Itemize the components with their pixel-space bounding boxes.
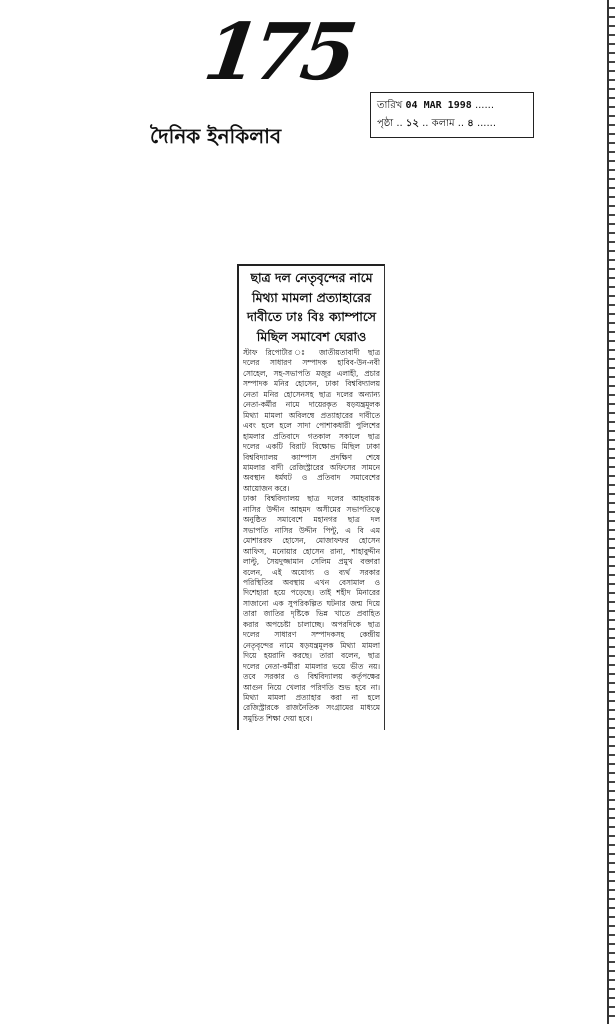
news-clipping (237, 264, 385, 730)
body-line: নেতা-কর্মীর নামে দায়েরকৃত ষড়যন্ত্রমূলক (243, 400, 380, 410)
body-line: রেজিস্ট্রারকে রাজনৈতিক সংগ্রামের মাধ্যমে (243, 703, 380, 713)
body-line: আফিস, মনোয়ার হোসেন রানা, শাহাবুদ্দীন (243, 546, 380, 556)
body-line: দিয়ে হয়রানি করছে। তারা বলেন, ছাত্র (243, 651, 380, 661)
body-line: সাজানো এক সুপরিকল্পিত ঘটনার জন্ম দিয়ে (243, 598, 380, 608)
body-line: মোশাররফ হোসেন, মোজাফফর হোসেন (243, 536, 380, 546)
body-line: দলের সাধারণ সম্পাদক হাবিব-উন-নবী (243, 358, 380, 368)
body-line: আয়োজন করে। (243, 483, 290, 493)
newspaper-name: দৈনিক ইনকিলাব (150, 124, 282, 148)
body-line: মামলার বাদী রেজিস্ট্রারের অফিসের সামনে (243, 462, 380, 472)
body-line: বিশ্ববিদ্যালয় ক্যাম্পাস প্রদক্ষিণ শেষে (243, 452, 380, 462)
body-line: আগুন নিয়ে খেলার পরিণতি শুভ হবে না। (243, 682, 380, 692)
body-line: করার অপচেষ্টা চালাচ্ছে। অপরদিকে ছাত্র (243, 619, 380, 629)
handwritten-number: 175 (198, 7, 357, 98)
body-line: পরিস্থিতির অবস্থায় এখন বেসামাল ও (243, 577, 380, 587)
body-line: তারা জাতির দৃষ্টিকে ভিন্ন খাতে প্রবাহিত (243, 609, 380, 619)
article-headline (243, 268, 380, 346)
body-line: ঢাকা বিশ্ববিদ্যালয় ছাত্র দলের আহবায়ক (243, 494, 380, 504)
headline-line: মিথ্যা মামলা প্রত্যাহারের (252, 289, 371, 305)
date-stamp: তারিখ 04 MAR 1998 ...... পৃষ্ঠা .. ১২ .. কলাম .. ৪ ...... (370, 92, 534, 138)
torn-edge (609, 0, 615, 1024)
page-label: পৃষ্ঠা (377, 118, 394, 129)
headline-line: দাবীতে ঢাঃ বিঃ ক্যাম্পাসে (247, 309, 376, 324)
date-value: 04 MAR 1998 (405, 100, 472, 111)
body-line: দলের নেতা-কর্মীরা মামলার ভয়ে ভীত নয়। (243, 661, 380, 671)
body-line: সম্পাদক মনির হোসেন, ঢাকা বিশ্ববিদ্যালয় (243, 379, 380, 389)
body-line: অনুষ্ঠিত সমাবেশে মহানগর ছাত্র দল (243, 515, 380, 525)
body-line: তবে সরকার ও বিশ্ববিদ্যালয় কর্তৃপক্ষের (243, 672, 380, 682)
body-line: নেতৃবৃন্দের নামে ষড়যন্ত্রমূলক মিথ্যা মামলা (243, 640, 380, 650)
body-line: সমুচিত শিক্ষা দেয়া হবে। (243, 713, 313, 723)
body-line: সভাপতি নাসির উদ্দীন পিন্টু, এ বি এম (243, 525, 380, 535)
date-label: তারিখ (377, 100, 403, 111)
body-line: এবং হলে হলে সাদা পোশাকধারী পুলিশের (243, 421, 380, 431)
body-line: মিথ্যা মামলা অবিলম্বে প্রত্যাহারের দাবীতে (243, 410, 380, 420)
body-line: স্টাফ রিপোর্টার ঃ জাতীয়তাবাদী ছাত্র (243, 348, 380, 357)
body-line: সোহেল, সহ-সভাপতি মজুর এলাহী, প্রচার (243, 368, 380, 378)
body-line: নাসির উদ্দীন আহমদ অসীমের সভাপতিত্বে (243, 504, 380, 514)
body-line: হামলার প্রতিবাদে গতকাল সকালে ছাত্র (243, 431, 380, 441)
page-value: ১২ (405, 118, 419, 129)
body-line: মিথ্যা মামলা প্রত্যাহার করা না হলে (243, 692, 380, 702)
body-line: বলেন, এই অযোগ্য ও ব্যর্থ সরকার (243, 567, 380, 577)
column-label: কলাম (431, 118, 455, 129)
column-value: ৪ (467, 118, 474, 129)
headline-line: মিছিল সমাবেশ ঘেরাও (256, 328, 367, 344)
body-line: নেতা মনির হোসেনসহ ছাত্র দলের অন্যান্য (243, 389, 380, 399)
headline-line: ছাত্র দল নেতৃবৃন্দের নামে (250, 270, 373, 285)
body-line: দলের সাধারণ সম্পাদকসহ কেন্দ্রীয় (243, 630, 380, 640)
article-body (243, 348, 380, 724)
body-line: অবস্থান ধর্মঘট ও প্রতিবাদ সমাবেশের (243, 473, 380, 483)
body-line: লাল্টু, সৈয়দুজ্জামান সেলিম প্রমুখ বক্তারা (243, 557, 380, 567)
body-line: দিশেহারা হয়ে পড়েছে। তাই শহীদ মিনারের (243, 588, 380, 598)
body-line: দলের একটি বিরাট বিক্ষোভ মিছিল ঢাকা (243, 442, 380, 452)
